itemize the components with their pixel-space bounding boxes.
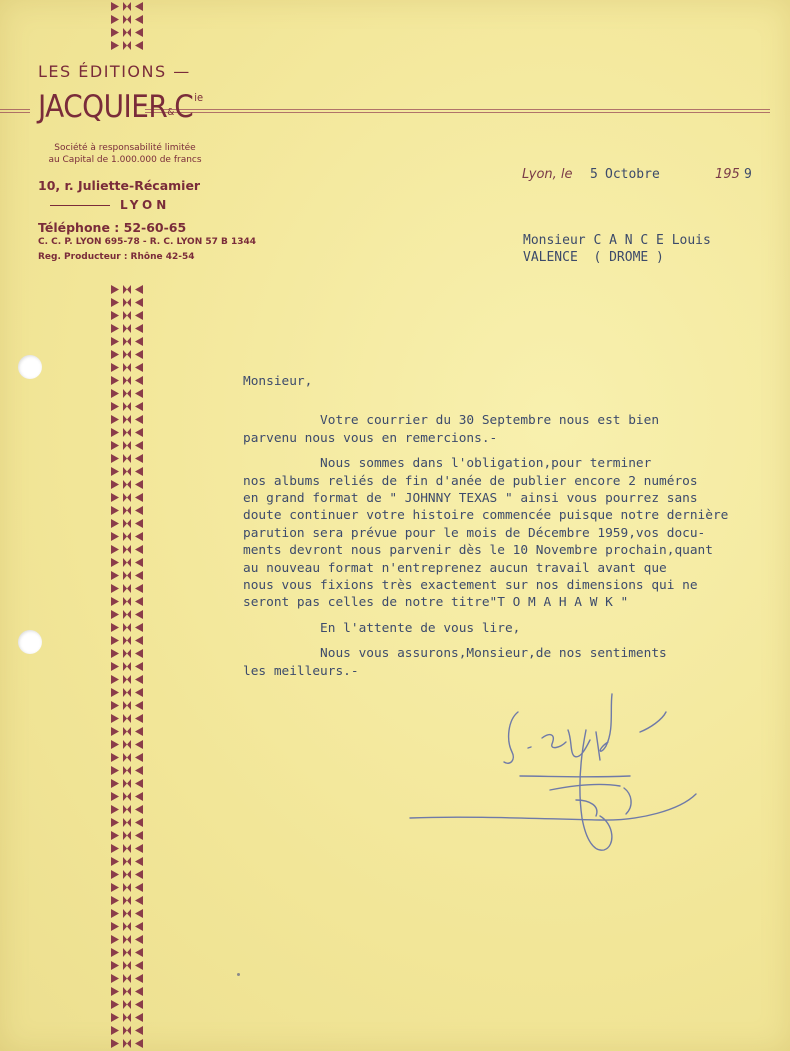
header-rule bbox=[145, 109, 770, 113]
paragraph-2-line: Nous sommes dans l'obligation,pour terminer bbox=[243, 456, 652, 472]
legal-line-2: au Capital de 1.000.000 de francs bbox=[48, 155, 202, 165]
paragraph-2-line: au nouveau format n'entreprenez aucun travail avant que bbox=[243, 560, 667, 576]
company-ie: ie bbox=[194, 91, 204, 104]
date-city-label: Lyon, le bbox=[522, 167, 573, 182]
company-main: JACQUIER bbox=[38, 89, 168, 125]
paragraph-3: En l'attente de vous lire, bbox=[243, 620, 521, 636]
letterhead-ccp: C. C. P. LYON 695-78 - R. C. LYON 57 B 1344 bbox=[38, 237, 257, 247]
date-day: 5 bbox=[590, 167, 598, 182]
letter-body bbox=[243, 373, 763, 680]
legal-line-1: Société à responsabilité limitée bbox=[54, 143, 196, 153]
paragraph-2-line: nous vous fixions très exactement sur nos dimensions qui ne bbox=[243, 578, 698, 594]
punch-hole-upper bbox=[18, 355, 42, 379]
decorative-border-top bbox=[109, 0, 145, 52]
date-year-prefix: 195 bbox=[715, 167, 740, 182]
letterhead-phone: Téléphone : 52-60-65 bbox=[38, 220, 187, 235]
date-year-suffix: 9 bbox=[744, 167, 752, 182]
salutation: Monsieur, bbox=[243, 374, 313, 389]
date-month: Octobre bbox=[605, 167, 660, 182]
decorative-border-column bbox=[109, 283, 145, 1051]
paragraph-4-line: les meilleurs.- bbox=[243, 663, 359, 679]
recipient-city: VALENCE ( DROME ) bbox=[523, 250, 664, 265]
paragraph-2-line: seront pas celles de notre titre"T O M A H A W K " bbox=[243, 595, 629, 611]
recipient-name: Monsieur C A N C E Louis bbox=[523, 233, 711, 248]
handwritten-signature bbox=[400, 690, 700, 860]
letterhead-city: LYON bbox=[120, 198, 171, 212]
header-rule-left bbox=[0, 109, 30, 113]
letterhead-reg: Reg. Producteur : Rhône 42-54 bbox=[38, 252, 195, 262]
punch-hole-lower bbox=[18, 630, 42, 654]
paragraph-2-line: parution sera prévue pour le mois de Décembre 1959,vos docu- bbox=[243, 525, 706, 541]
paper-speck bbox=[237, 973, 240, 976]
paragraph-2-line: ments devront nous parvenir dès le 10 Novembre prochain,quant bbox=[243, 543, 713, 559]
company-c: C bbox=[174, 89, 194, 125]
paragraph-4-line: Nous vous assurons,Monsieur,de nos sentiments bbox=[243, 646, 667, 662]
letterhead-address: 10, r. Juliette-Récamier bbox=[38, 178, 201, 193]
letterhead-company-name bbox=[38, 89, 204, 125]
paragraph-1-line: parvenu nous vous en remercions.- bbox=[243, 430, 498, 446]
paragraph-2-line: en grand format de " JOHNNY TEXAS " ainsi vous pourrez sans bbox=[243, 491, 698, 507]
company-amp: & bbox=[167, 107, 175, 118]
letterhead-editions: LES ÉDITIONS — bbox=[38, 62, 191, 81]
paragraph-1-line: Votre courrier du 30 Septembre nous est bien bbox=[243, 413, 660, 429]
paragraph-2-line: doute continuer votre histoire commencée puisque notre dernière bbox=[243, 508, 729, 524]
city-rule bbox=[50, 205, 110, 206]
paragraph-2-line: nos albums reliés de fin d'anée de publier encore 2 numéros bbox=[243, 473, 698, 489]
